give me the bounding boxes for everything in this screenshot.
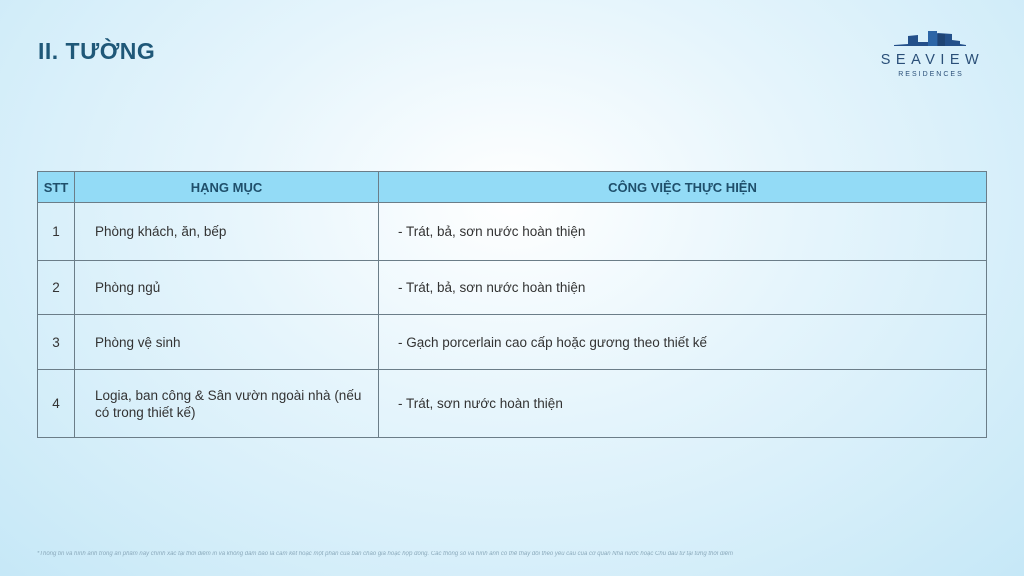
- page-title: II. TƯỜNG: [38, 38, 156, 64]
- row-item: Logia, ban công & Sân vườn ngoài nhà (nếu có trong thiết kế): [75, 370, 379, 438]
- header-item: HẠNG MỤC: [75, 172, 379, 203]
- table-header-row: [38, 172, 987, 203]
- brand-name: SEAVIEW: [880, 52, 985, 68]
- disclaimer-footnote: *Thông tin và hình ảnh trong ấn phẩm này chính xác tại thời điểm in và không đảm bảo là cam kết hoặc một phần của bản chào giá hoặc hợp đồng. Các thông số và hình ảnh có thể thay đổi theo yêu cầu của cơ quan Nhà nước hoặc Chủ đầu tư tại từng thời điểm: [37, 551, 733, 557]
- row-stt: 1: [38, 203, 75, 261]
- row-stt: 3: [38, 315, 75, 370]
- header-work: CÔNG VIỆC THỰC HIỆN: [379, 172, 987, 203]
- row-work: - Gạch porcerlain cao cấp hoặc gương theo thiết kế: [379, 315, 987, 370]
- row-item: Phòng vệ sinh: [75, 315, 379, 370]
- header-stt: STT: [38, 172, 75, 203]
- row-item: Phòng ngủ: [75, 261, 379, 315]
- row-item: Phòng khách, ăn, bếp: [75, 203, 379, 261]
- table-row: [38, 315, 987, 370]
- table-row: [38, 203, 987, 261]
- row-work: - Trát, sơn nước hoàn thiện: [379, 370, 987, 438]
- brand-subtitle: RESIDENCES: [898, 71, 964, 78]
- scope-table: [37, 171, 987, 438]
- row-stt: 2: [38, 261, 75, 315]
- table-row: [38, 370, 987, 438]
- row-work: - Trát, bả, sơn nước hoàn thiện: [379, 261, 987, 315]
- building-skyline-icon: [894, 30, 966, 46]
- row-work: - Trát, bả, sơn nước hoàn thiện: [379, 203, 987, 261]
- table-row: [38, 261, 987, 315]
- row-stt: 4: [38, 370, 75, 438]
- brand-logo: [868, 30, 992, 78]
